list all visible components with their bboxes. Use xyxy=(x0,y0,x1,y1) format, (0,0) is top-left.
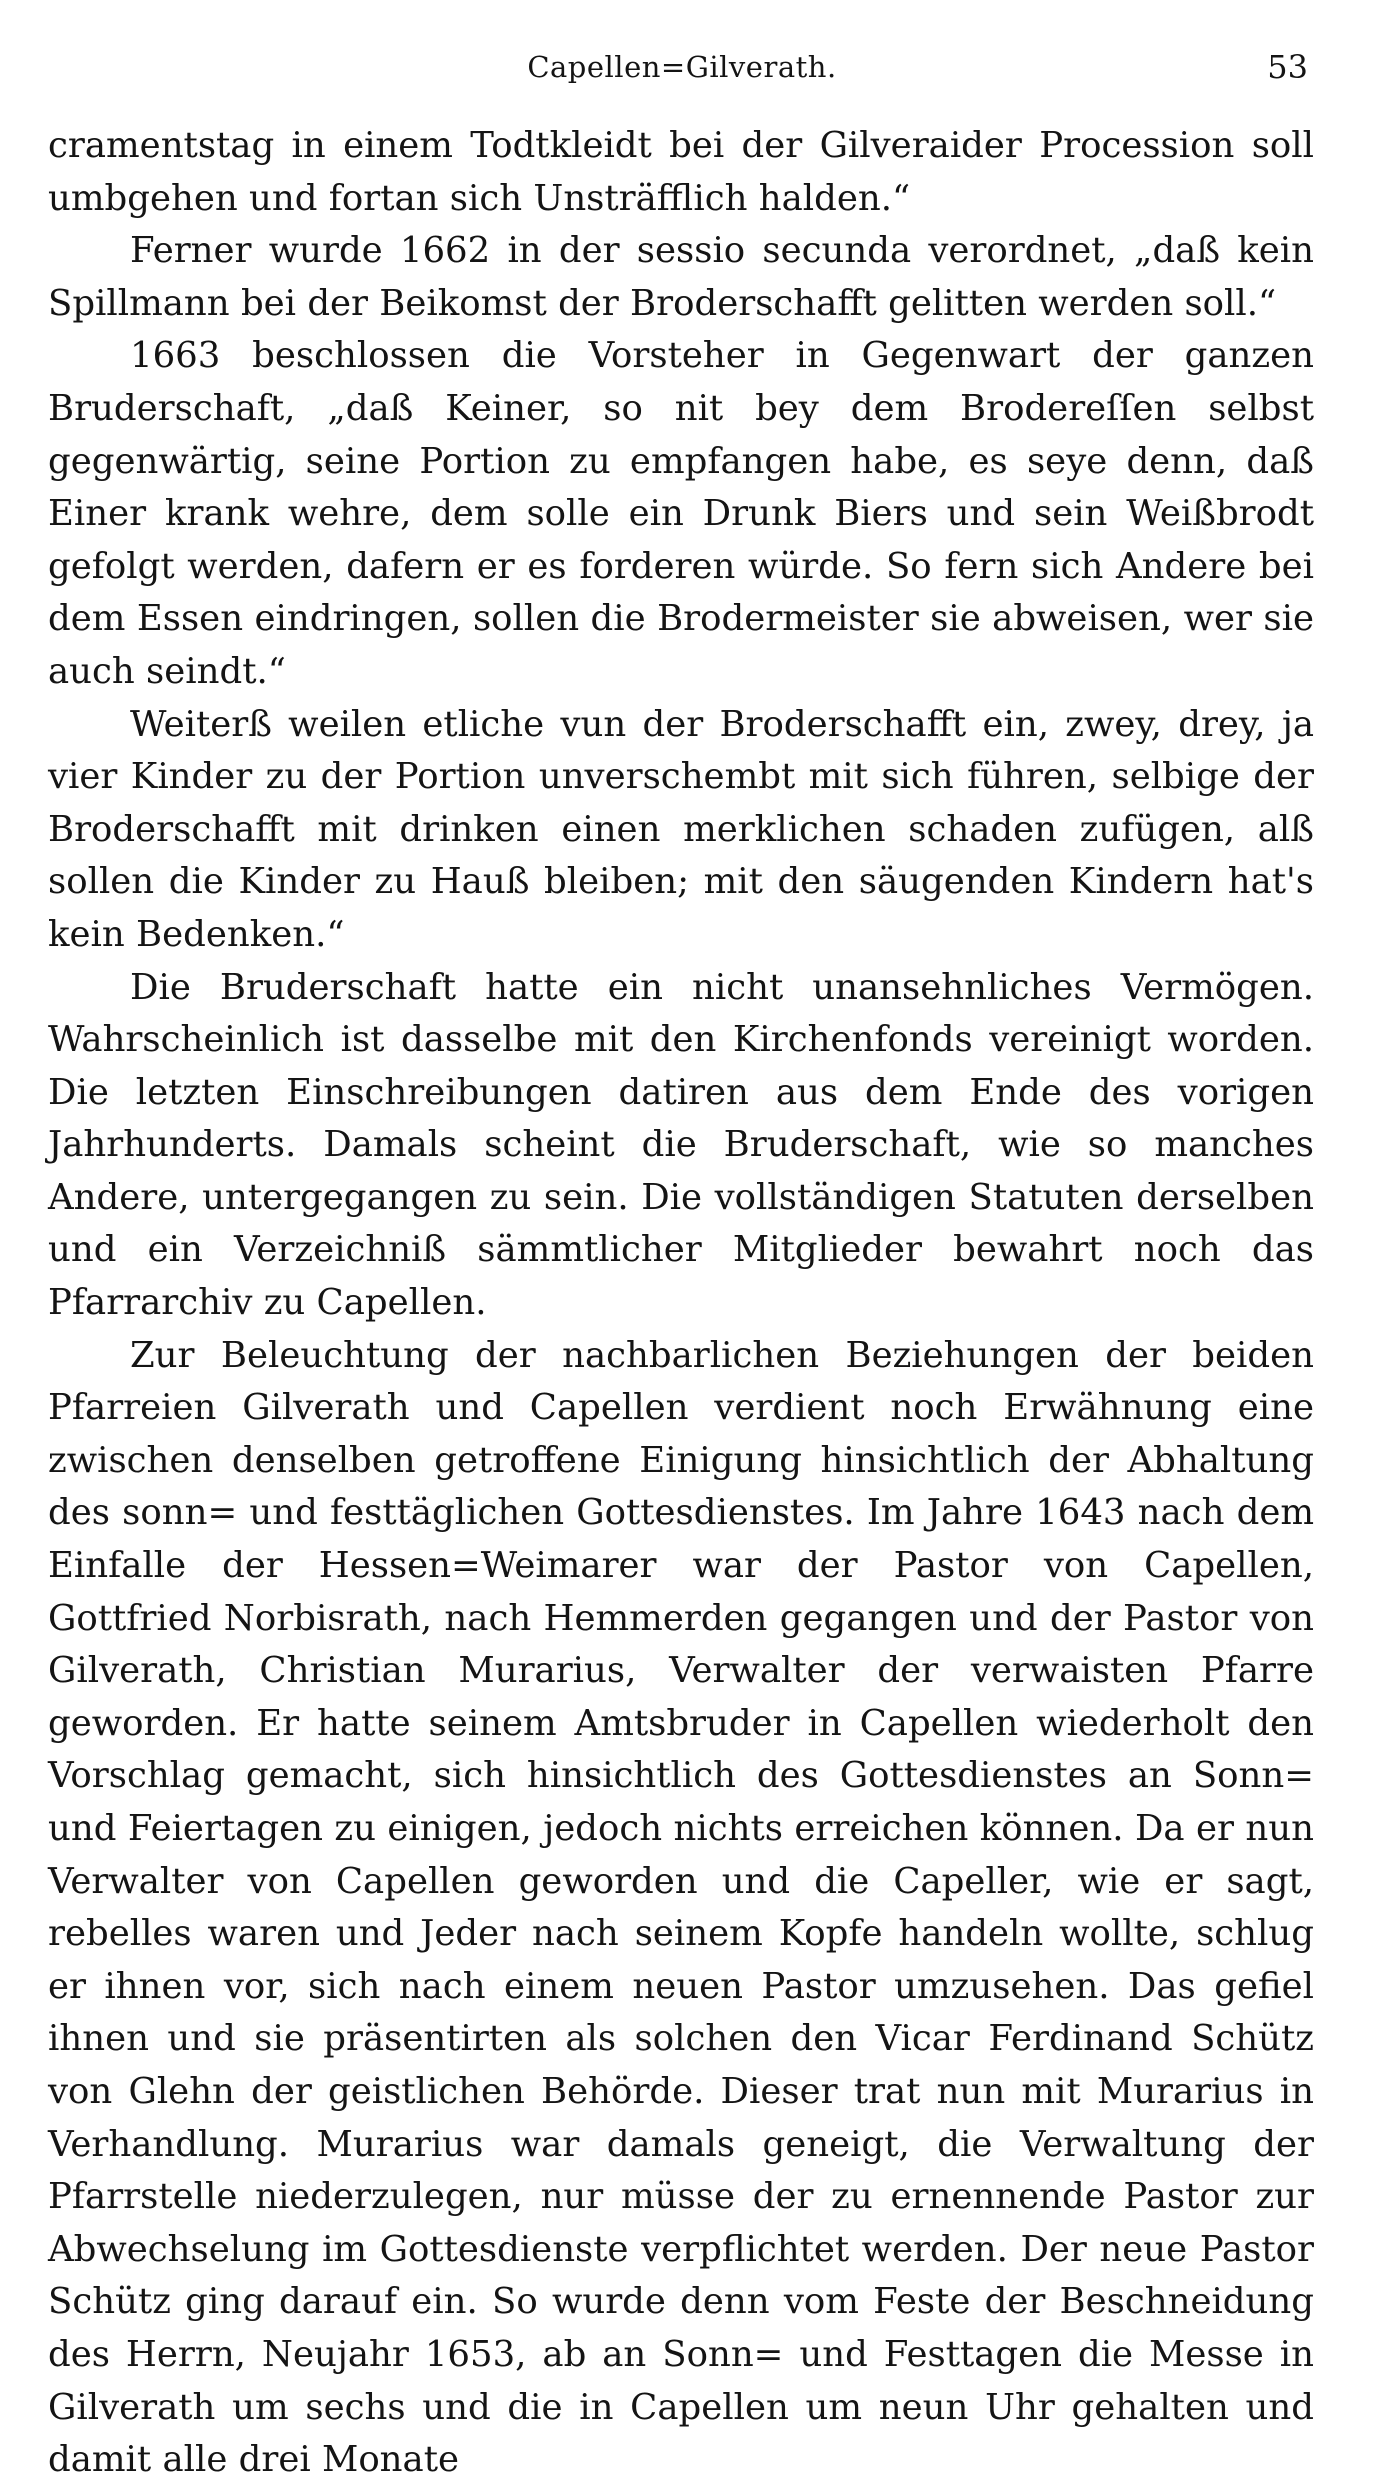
paragraph: Weiterß weilen etliche vun der Broderschafft ein, zwey, drey, ja vier Kinder zu der Portion unverschembt mit sich führen, selbige der Broderschafft mit drinken einen merklichen schaden zufügen, alß sollen die Kinder zu Hauß bleiben; mit den säugenden Kindern hat's kein Bedenken.“ xyxy=(48,703,1314,955)
page-header xyxy=(48,44,1316,94)
paragraph: 1663 beschlossen die Vorsteher in Gegenwart der ganzen Bruderschaft, „daß Keiner, so nit bey dem Brodereſſen selbst gegenwärtig, seine Portion zu empfangen habe, es seye denn, daß Einer krank wehre, dem solle ein Drunk Biers und sein Weißbrodt gefolgt werden, dafern er es forderen würde. So fern sich Andere bei dem Essen eindringen, sollen die Brodermeister sie abweisen, wer sie auch seindt.“ xyxy=(48,335,1314,692)
paragraph: Zur Beleuchtung der nachbarlichen Beziehungen der beiden Pfarreien Gilverath und Capellen verdient noch Erwähnung eine zwischen denselben getroffene Einigung hinsichtlich der Abhaltung des sonn= und festtäglichen Gottesdienstes. Im Jahre 1643 nach dem Einfalle der Hessen=Weimarer war der Pastor von Capellen, Gottfried Norbisrath, nach Hemmerden gegangen und der Pastor von Gilverath, Christian Murarius, Verwalter der verwaisten Pfarre geworden. Er hatte seinem Amtsbruder in Capellen wiederholt den Vorschlag gemacht, sich hinsichtlich des Gottesdienstes an Sonn= und Feiertagen zu einigen, jedoch nichts erreichen können. Da er nun Verwalter von Capellen geworden und die Capeller, wie er sagt, rebelles waren und Jeder nach seinem Kopfe handeln wollte, schlug er ihnen vor, sich nach einem neuen Pastor umzusehen. Das gefiel ihnen und sie präsentirten als solchen den Vicar Ferdinand Schütz von Glehn der geistlichen Behörde. Dieser trat nun mit Murarius in Verhandlung. Murarius war damals geneigt, die Verwaltung der Pfarrstelle niederzulegen, nur müsse der zu ernennende Pastor zur Abwechselung im Gottesdienste verpflichtet werden. Der neue Pastor Schütz ging darauf ein. So wurde denn vom Feste der Beschneidung des Herrn, Neujahr 1653, ab an Sonn= und Festtagen die Messe in Gilverath um sechs und die in Capellen um neun Uhr gehalten und damit alle drei Monate xyxy=(48,1334,1314,2481)
page-number: 53 xyxy=(1267,48,1308,86)
paragraph: cramentstag in einem Todtkleidt bei der Gilveraider Procession soll umbgehen und fortan sich Unsträfflich halden.“ xyxy=(48,125,1314,219)
paragraph: Die Bruderschaft hatte ein nicht unansehnliches Vermögen. Wahrscheinlich ist dasselbe mit den Kirchenfonds vereinigt worden. Die letzten Einschreibungen datiren aus dem Ende des vorigen Jahrhunderts. Damals scheint die Bruderschaft, wie so manches Andere, untergegangen zu sein. Die vollständigen Statuten derselben und ein Verzeichniß sämmtlicher Mitglieder bewahrt noch das Pfarrarchiv zu Capellen. xyxy=(48,966,1314,1324)
running-head: Capellen=Gilverath. xyxy=(527,50,837,84)
paragraph: Ferner wurde 1662 in der sessio secunda verordnet, „daß kein Spillmann bei der Beikomst der Broderschafft gelitten werden soll.“ xyxy=(48,230,1314,324)
body-text xyxy=(48,120,1314,2487)
